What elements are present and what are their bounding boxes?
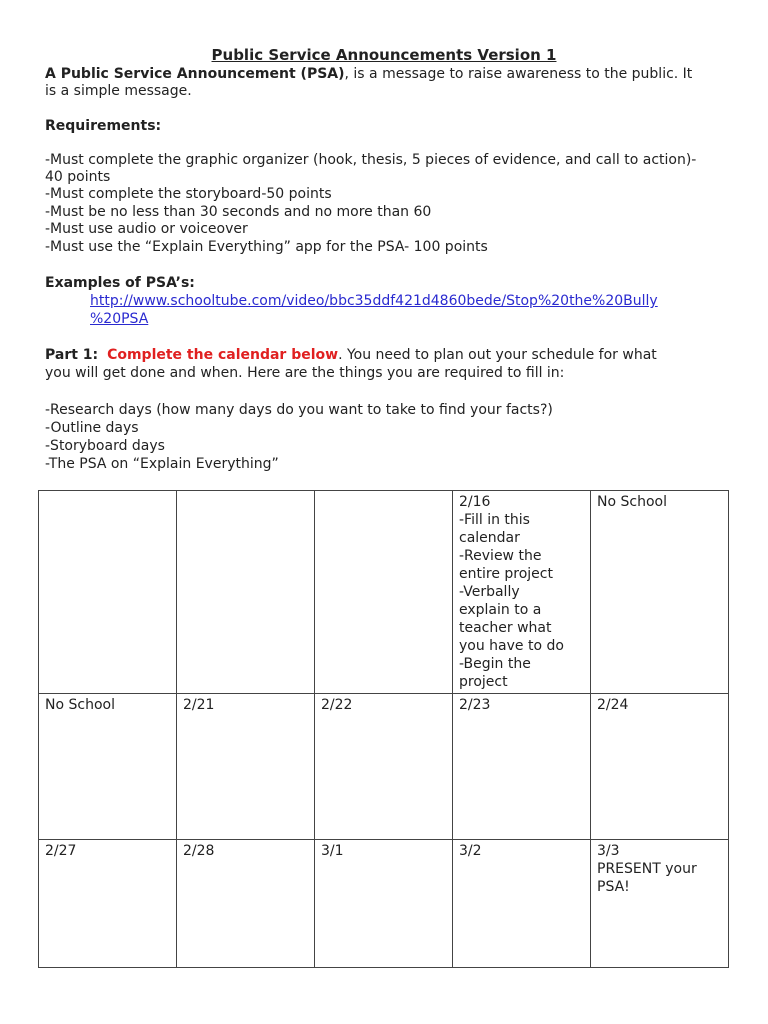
calendar-cell-text: 2/24: [597, 697, 629, 713]
calendar-cell: [177, 840, 315, 968]
calendar-cell: [591, 840, 729, 968]
intro-text: , is a message to raise awareness to the public. It: [344, 66, 693, 82]
requirement-item: -Must use the “Explain Everything” app for the PSA- 100 points: [45, 239, 488, 255]
calendar-cell: [39, 694, 177, 840]
calendar-cell: [177, 491, 315, 694]
calendar-cell-text: 2/21: [183, 697, 215, 713]
intro-bold-term: A Public Service Announcement (: [45, 66, 307, 82]
calendar-cell: [39, 840, 177, 968]
requirements-heading: Requirements:: [45, 118, 162, 134]
calendar-cell-text: 2/28: [183, 843, 215, 859]
calendar-cell-text: PSA!: [597, 879, 630, 895]
requirement-item: -Must complete the storyboard-50 points: [45, 186, 332, 202]
calendar-cell: [315, 491, 453, 694]
calendar-cell-text: 2/16: [459, 494, 491, 510]
requirement-item: -Must complete the graphic organizer (hook, thesis, 5 pieces of evidence, and call to action)-: [45, 152, 697, 168]
part1-item: -Storyboard days: [45, 438, 165, 454]
calendar-cell: [453, 491, 591, 694]
calendar-cell: [591, 694, 729, 840]
calendar-cell-text: -Begin the: [459, 656, 531, 672]
calendar-cell: [453, 694, 591, 840]
part1-item: -Research days (how many days do you want to take to find your facts?): [45, 402, 553, 418]
page-title: Public Service Announcements Version 1: [211, 46, 557, 64]
intro-bold-acronym: PSA): [306, 66, 345, 82]
part1-line-2: you will get done and when. Here are the things you are required to fill in:: [45, 365, 565, 381]
calendar-cell-text: 3/1: [321, 843, 344, 859]
calendar-cell: [315, 840, 453, 968]
part1-line-1: [45, 347, 657, 364]
calendar-cell-text: explain to a: [459, 602, 542, 618]
calendar-cell-text: entire project: [459, 566, 553, 582]
part1-highlight: Complete the calendar below: [107, 347, 339, 363]
calendar-cell: [453, 840, 591, 968]
part1-item: -Outline days: [45, 420, 139, 436]
examples-heading: Examples of PSA’s:: [45, 275, 195, 291]
calendar-cell-text: PRESENT your: [597, 861, 697, 877]
calendar-row: [39, 491, 729, 694]
calendar-cell-text: 3/2: [459, 843, 482, 859]
calendar-cell-text: teacher what: [459, 620, 552, 636]
part1-label: Part 1:: [45, 347, 99, 363]
calendar-cell: [39, 491, 177, 694]
calendar-row: [39, 694, 729, 840]
calendar-cell: [591, 491, 729, 694]
intro-line-1: [45, 66, 692, 83]
calendar-cell: [177, 694, 315, 840]
calendar-cell: [315, 694, 453, 840]
requirement-item: -Must use audio or voiceover: [45, 221, 248, 237]
part1-text: . You need to plan out your schedule for what: [338, 347, 657, 363]
calendar-cell-text: -Fill in this: [459, 512, 530, 528]
calendar-cell-text: 2/23: [459, 697, 491, 713]
calendar-cell-text: you have to do: [459, 638, 564, 654]
requirement-item: 40 points: [45, 169, 111, 185]
intro-line-2: is a simple message.: [45, 83, 192, 99]
calendar-cell-text: calendar: [459, 530, 520, 546]
calendar-cell-text: -Verbally: [459, 584, 520, 600]
calendar-cell-text: No School: [45, 697, 115, 713]
calendar-cell-text: 2/27: [45, 843, 77, 859]
example-link-continued[interactable]: %20PSA: [90, 311, 149, 327]
calendar-table: [38, 490, 729, 968]
calendar-cell-text: No School: [597, 494, 667, 510]
calendar-row: [39, 840, 729, 968]
requirement-item: -Must be no less than 30 seconds and no more than 60: [45, 204, 432, 220]
calendar-cell-text: project: [459, 674, 508, 690]
calendar-cell-text: -Review the: [459, 548, 542, 564]
example-link[interactable]: http://www.schooltube.com/video/bbc35ddf421d4860bede/Stop%20the%20Bully: [90, 293, 658, 309]
part1-item: -The PSA on “Explain Everything”: [45, 456, 279, 472]
calendar-cell-text: 2/22: [321, 697, 353, 713]
calendar-cell-text: 3/3: [597, 843, 620, 859]
